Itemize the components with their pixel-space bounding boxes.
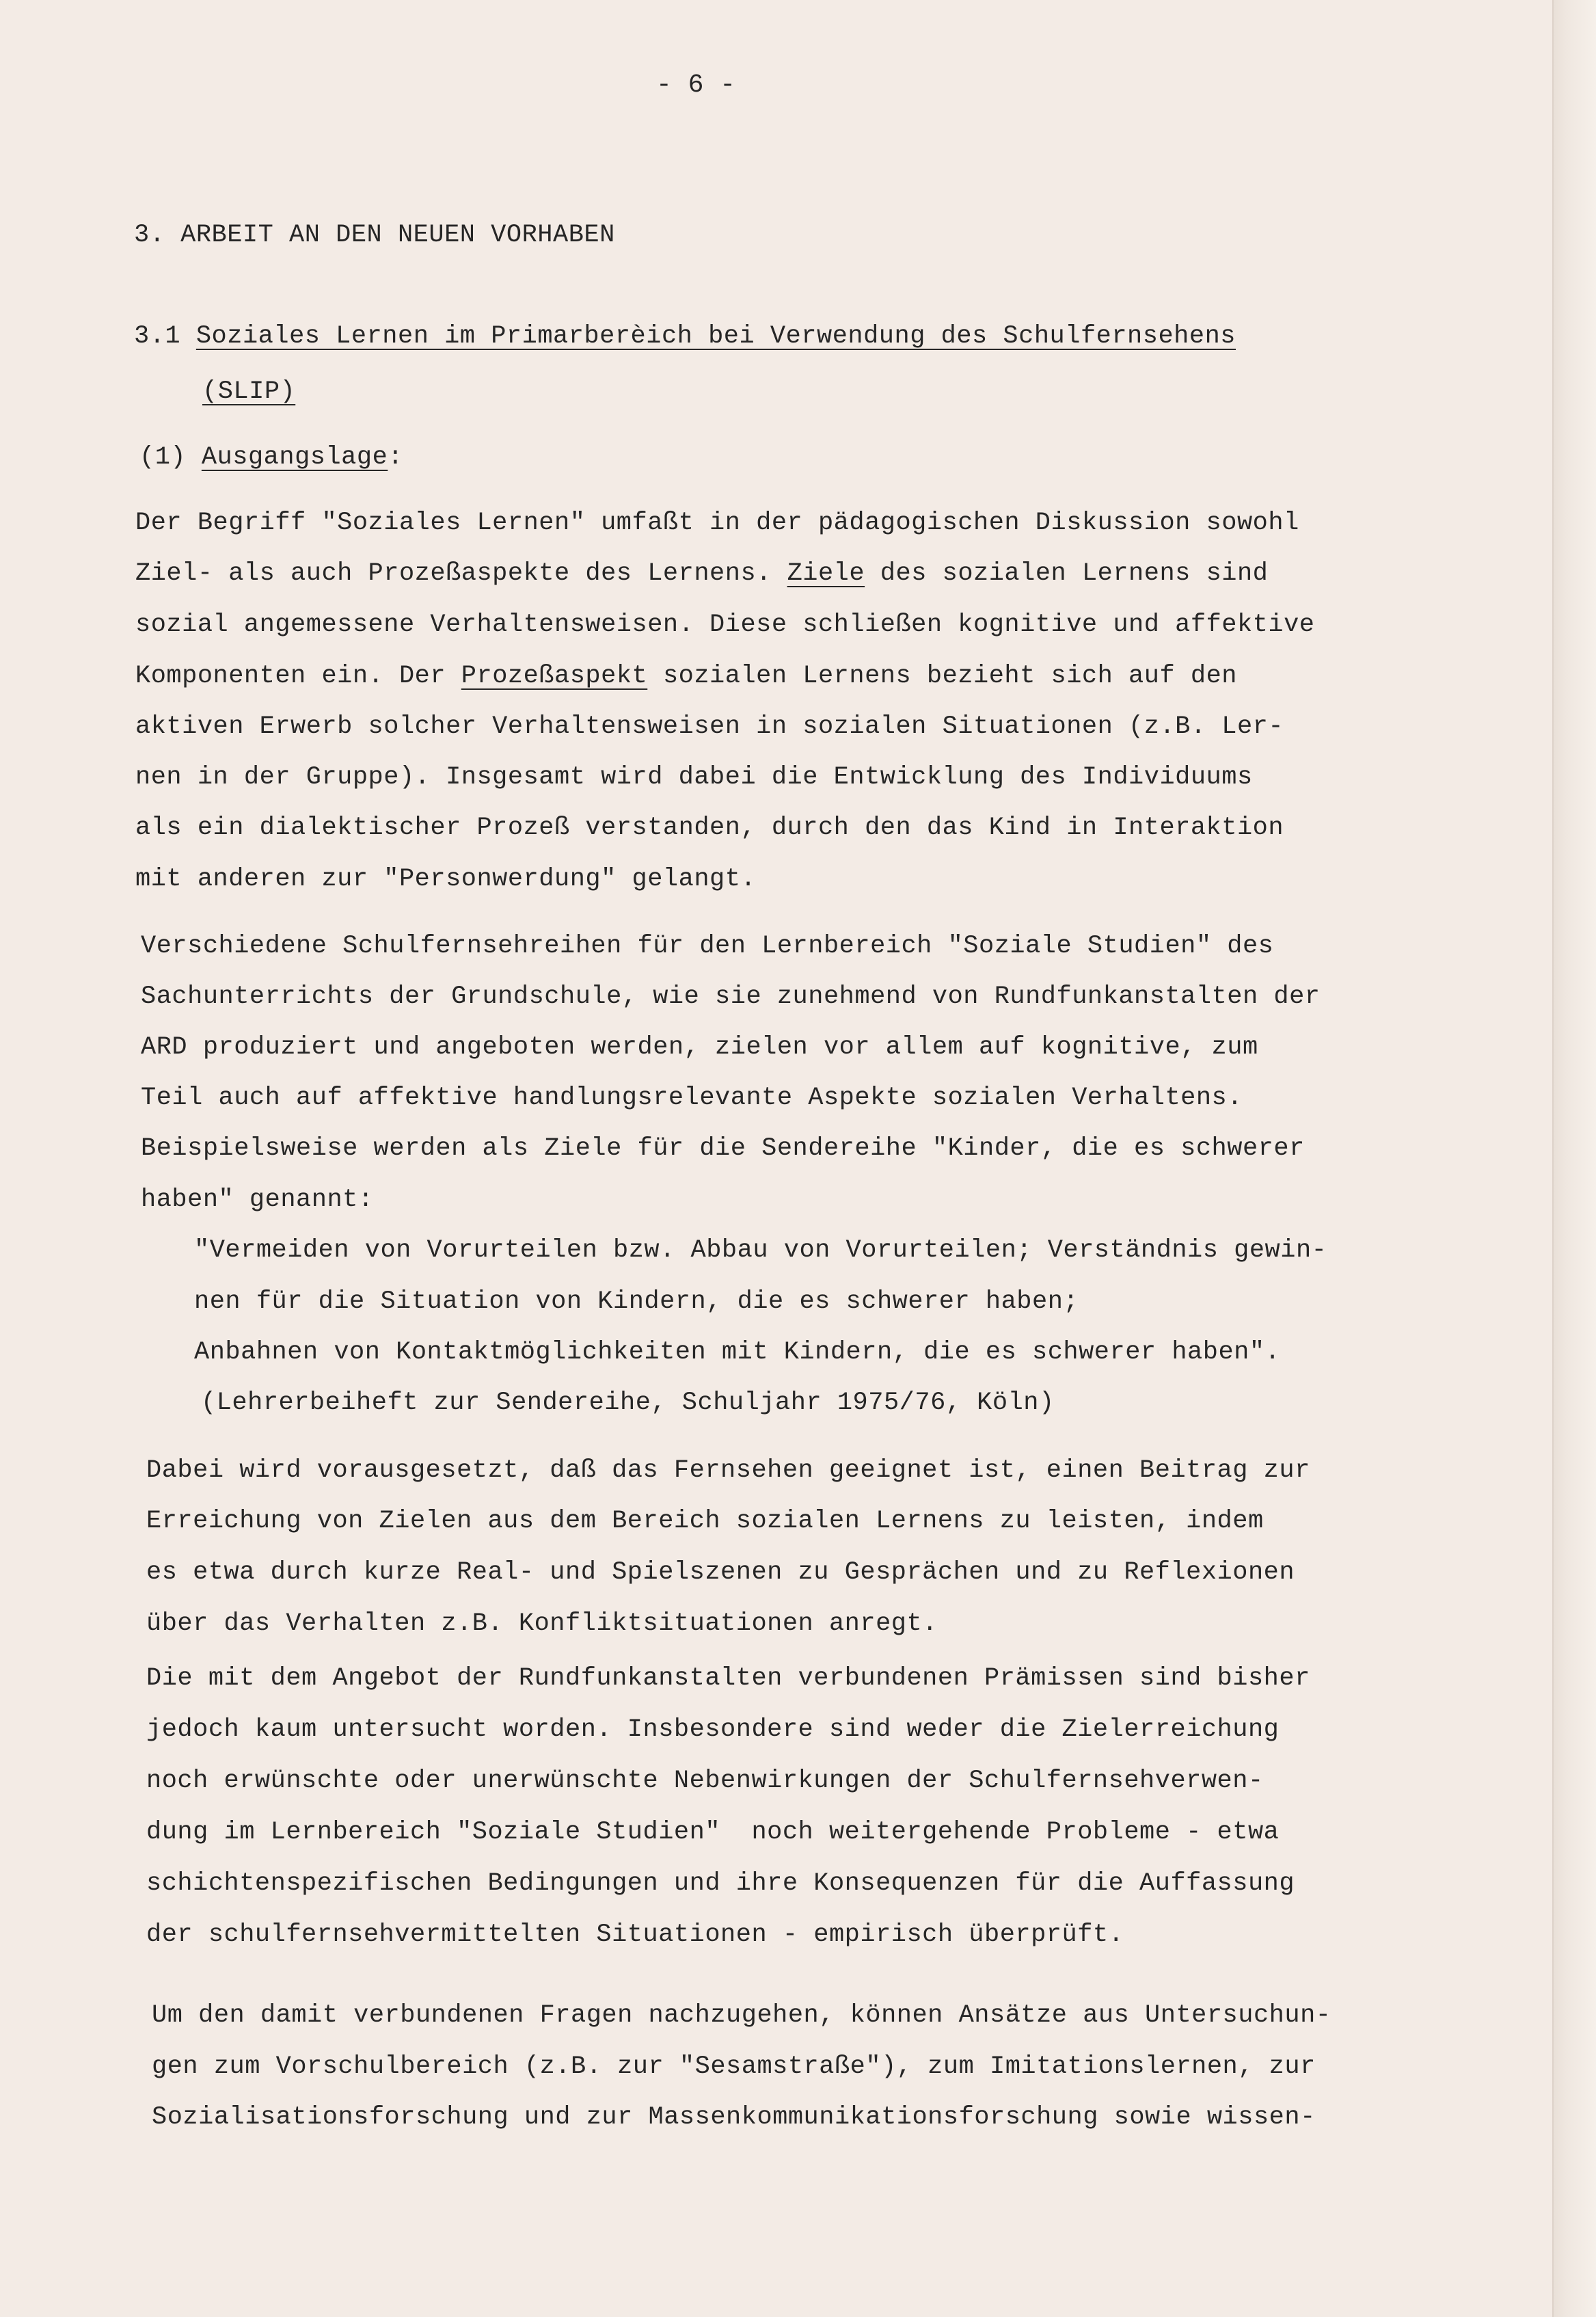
- text-line: jedoch kaum untersucht worden. Insbesondere sind weder die Zielerreichung: [146, 1715, 1280, 1744]
- subsection-number: 3.1: [134, 322, 181, 351]
- text-line: schichtenspezifischen Bedingungen und ihre Konsequenzen für die Auffassung: [146, 1869, 1295, 1898]
- part-heading: [139, 445, 403, 470]
- quote-citation: (Lehrerbeiheft zur Sendereihe, Schuljahr 1975/76, Köln): [201, 1389, 1055, 1417]
- text-line: nen in der Gruppe). Insgesamt wird dabei die Entwicklung des Individuums: [135, 763, 1253, 792]
- text-line: noch erwünschte oder unerwünschte Nebenwirkungen der Schulfernsehverwen-: [146, 1767, 1264, 1795]
- section-heading: 3. ARBEIT AN DEN NEUEN VORHABEN: [134, 221, 615, 250]
- text-line: gen zum Vorschulbereich (z.B. zur "Sesamstraße"), zum Imitationslernen, zur: [152, 2052, 1316, 2081]
- part-number: (1): [139, 443, 187, 472]
- text-line: Sozialisationsforschung und zur Massenkommunikationsforschung sowie wissen-: [152, 2103, 1316, 2132]
- text-line: mit anderen zur "Personwerdung" gelangt.: [135, 865, 757, 894]
- text-line: Erreichung von Zielen aus dem Bereich sozialen Lernens zu leisten, indem: [146, 1507, 1264, 1536]
- text-segment: Komponenten ein. Der: [135, 662, 461, 691]
- quote-line: nen für die Situation von Kindern, die es schwerer haben;: [194, 1287, 1079, 1316]
- text-line: der schulfernsehvermittelten Situationen - empirisch überprüft.: [146, 1920, 1124, 1949]
- text-segment: sozialen Lernens bezieht sich auf den: [647, 662, 1237, 691]
- page-number: - 6 -: [656, 70, 736, 100]
- emphasis-ziele: Ziele: [787, 559, 865, 588]
- subsection-title: Soziales Lernen im Primarberèich bei Verwendung des Schulfernsehens: [195, 322, 1236, 351]
- text-line: Der Begriff "Soziales Lernen" umfaßt in der pädagogischen Diskussion sowohl: [135, 509, 1299, 537]
- part-colon: :: [388, 443, 404, 472]
- text-line: Um den damit verbundenen Fragen nachzugehen, können Ansätze aus Untersuchun-: [152, 2001, 1331, 2030]
- text-line: [135, 664, 1237, 689]
- subsection-title-abbreviation: (SLIP): [202, 377, 296, 406]
- emphasis-prozessaspekt: Prozeßaspekt: [461, 662, 648, 691]
- text-line: Verschiedene Schulfernsehreihen für den Lernbereich "Soziale Studien" des: [141, 932, 1274, 961]
- subsection-title-line-2: [202, 379, 295, 405]
- text-line: [135, 561, 1268, 587]
- text-line: sozial angemessene Verhaltensweisen. Diese schließen kognitive und affektive: [135, 611, 1315, 639]
- text-line: Beispielsweise werden als Ziele für die Sendereihe "Kinder, die es schwerer: [141, 1134, 1305, 1163]
- part-title: Ausgangslage: [201, 443, 388, 472]
- text-line: Sachunterrichts der Grundschule, wie sie zunehmend von Rundfunkanstalten der: [141, 982, 1321, 1011]
- page-edge: [1552, 0, 1596, 2317]
- text-line: Teil auch auf affektive handlungsrelevante Aspekte sozialen Verhaltens.: [141, 1084, 1243, 1112]
- text-line: ARD produziert und angeboten werden, zielen vor allem auf kognitive, zum: [141, 1033, 1258, 1062]
- text-segment: des sozialen Lernens sind: [865, 559, 1269, 588]
- quote-line: Anbahnen von Kontaktmöglichkeiten mit Kindern, die es schwerer haben".: [194, 1338, 1281, 1367]
- text-line: haben" genannt:: [141, 1186, 374, 1214]
- text-line: über das Verhalten z.B. Konfliktsituationen anregt.: [146, 1609, 938, 1638]
- subsection-title-line-1: [134, 324, 1236, 349]
- text-line: es etwa durch kurze Real- und Spielszenen zu Gesprächen und zu Reflexionen: [146, 1558, 1295, 1587]
- text-line: als ein dialektischer Prozeß verstanden, durch den das Kind in Interaktion: [135, 814, 1284, 842]
- text-line: Die mit dem Angebot der Rundfunkanstalten verbundenen Prämissen sind bisher: [146, 1664, 1310, 1693]
- quote-line: "Vermeiden von Vorurteilen bzw. Abbau von Vorurteilen; Verständnis gewin-: [194, 1236, 1327, 1265]
- text-line: dung im Lernbereich "Soziale Studien" noch weitergehende Probleme - etwa: [146, 1818, 1280, 1847]
- text-segment: Ziel- als auch Prozeßaspekte des Lernens.: [135, 559, 787, 588]
- text-line: Dabei wird vorausgesetzt, daß das Fernsehen geeignet ist, einen Beitrag zur: [146, 1456, 1310, 1485]
- text-line: aktiven Erwerb solcher Verhaltensweisen in sozialen Situationen (z.B. Ler-: [135, 712, 1284, 741]
